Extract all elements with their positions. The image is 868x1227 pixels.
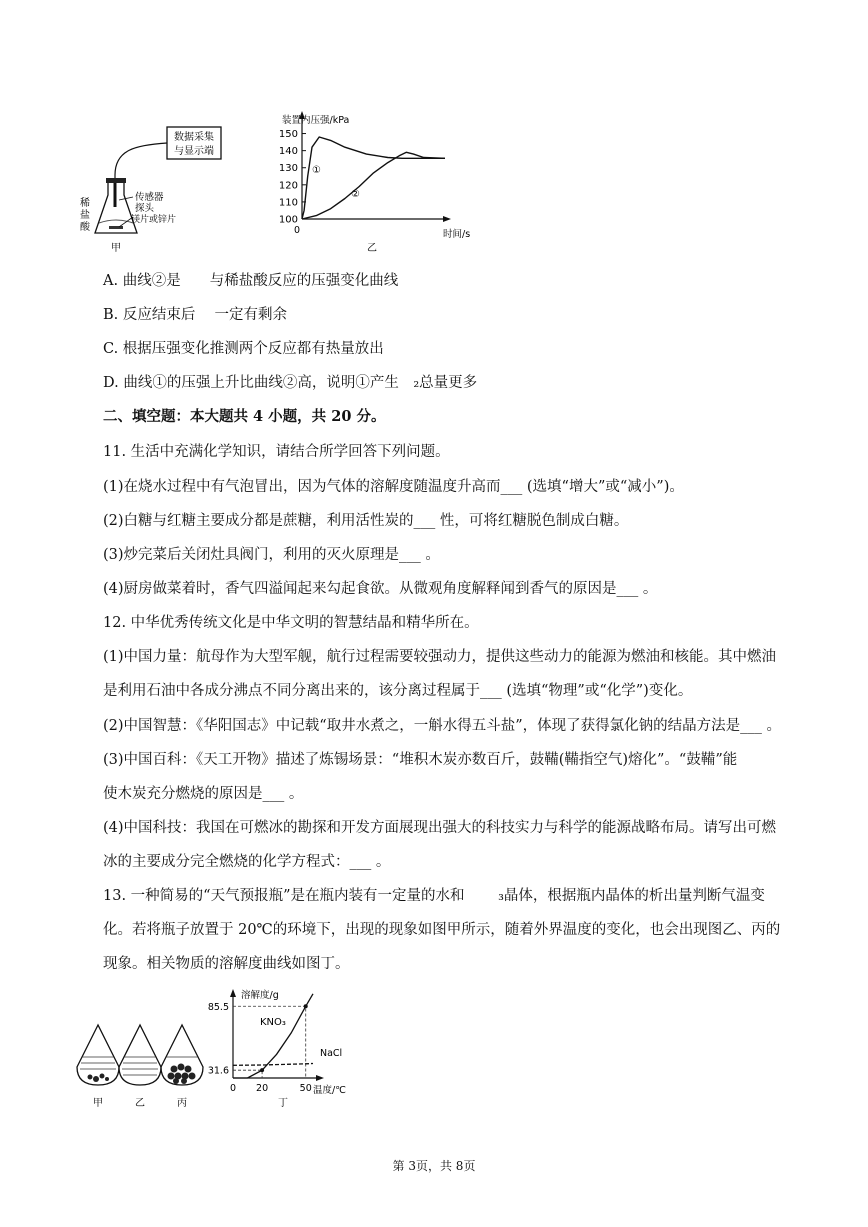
y-axis-label: 装置内压强/kPa xyxy=(282,115,350,126)
q13-stem-c: 现象。相关物质的溶解度曲线如图丁。 xyxy=(103,956,350,972)
sensor-label-2: 探头 xyxy=(135,203,155,214)
figure-bottom-svg xyxy=(70,985,370,1110)
chart-caption: 丁 xyxy=(278,1098,288,1109)
option-b: B. 反应结束后 一定有剩余 xyxy=(103,307,287,323)
figure-top xyxy=(75,105,495,265)
x-axis-label: 时间/s xyxy=(443,229,471,240)
sensor-label-1: 传感器 xyxy=(135,192,164,203)
y-axis-arrow xyxy=(230,989,236,997)
x-origin-label: 0 xyxy=(293,225,300,236)
q11-part2: (2)白糖与红糖主要成分都是蔗糖，利用活性炭的___ 性，可将红糖脱色制成白糖。 xyxy=(103,513,629,529)
flask-2 xyxy=(119,1025,161,1085)
flask-1-caption: 甲 xyxy=(93,1098,103,1109)
x-tick-label-50: 50 xyxy=(299,1083,312,1094)
y-tick-label-130: 130 xyxy=(278,163,298,175)
y-axis-label: 溶解度/g xyxy=(241,990,279,1001)
flask-3-caption: 丙 xyxy=(177,1098,187,1109)
series-1-label: ① xyxy=(312,165,321,176)
q13-stem-b: 化。若将瓶子放置于 20℃的环境下，出现的现象如图甲所示，随着外界温度的变化，也会出现图乙、丙的 xyxy=(103,922,781,938)
q11-stem: 11. 生活中充满化学知识，请结合所学回答下列问题。 xyxy=(103,444,450,460)
q12-part4a: (4)中国科技：我国在可燃冰的勘探和开发方面展现出强大的科技实力与科学的能源战略布局。请写出可燃 xyxy=(103,820,777,836)
pressure-chart xyxy=(279,111,470,254)
y-tick-label-85.5: 85.5 xyxy=(207,1001,229,1013)
flask-stopper xyxy=(106,178,126,183)
point-50c xyxy=(304,1004,308,1008)
q11-part4: (4)厨房做菜着时，香气四溢闻起来勾起食欲。从微观角度解释闻到香气的原因是___ 。 xyxy=(103,581,658,597)
option-d: D. 曲线①的压强上升比曲线②高，说明①产生 ₂总量更多 xyxy=(103,375,478,391)
q12-part1b: 是利用石油中各成分沸点不同分离出来的，该分离过程属于___ (选填“物理”或“化学”)变化。 xyxy=(103,683,693,699)
y-tick-label-120: 120 xyxy=(278,180,298,192)
point-20c xyxy=(260,1068,264,1072)
y-tick-label-31.6: 31.6 xyxy=(207,1065,229,1077)
flask-1 xyxy=(77,1025,119,1085)
series-line-nacl xyxy=(233,1064,313,1066)
q11-part3: (3)炒完菜后关闭灶具阀门，利用的灭火原理是___ 。 xyxy=(103,547,440,563)
solubility-chart xyxy=(208,989,346,1109)
tick-group xyxy=(208,1002,312,1094)
apparatus-diagram xyxy=(80,127,221,254)
box-label-1: 数据采集 xyxy=(174,132,214,143)
series-line-1 xyxy=(302,137,445,219)
flask-3 xyxy=(161,1025,203,1085)
y-tick-label-140: 140 xyxy=(278,146,298,158)
q12-part1a: (1)中国力量：航母作为大型军舰，航行过程需要较强动力，提供这些动力的能源为燃油和核能。其中燃油 xyxy=(103,649,777,665)
q12-stem: 12. 中华优秀传统文化是中华文明的智慧结晶和精华所在。 xyxy=(103,615,479,631)
piece-label: 镁片或锌片 xyxy=(131,215,177,225)
y-tick-label-150: 150 xyxy=(278,129,298,141)
x-tick-label-20: 20 xyxy=(256,1083,269,1094)
acid-label-1: 稀 xyxy=(80,198,90,209)
sensor-wire xyxy=(115,143,167,193)
flask-2-caption: 乙 xyxy=(135,1098,145,1109)
series-line-2 xyxy=(302,152,445,219)
x-axis-arrow xyxy=(316,1075,324,1081)
section-heading: 二、填空题：本大题共 4 小题，共 20 分。 xyxy=(103,408,386,425)
option-a: A. 曲线②是 与稀盐酸反应的压强变化曲线 xyxy=(103,273,399,289)
series-kno3-label: KNO₃ xyxy=(260,1017,286,1028)
acid-label-3: 酸 xyxy=(80,222,90,233)
guide-20c xyxy=(233,1070,262,1078)
x-tick-label-0: 0 xyxy=(229,1083,237,1094)
figure-bottom xyxy=(70,985,370,1110)
y-tick-label-100: 100 xyxy=(278,214,298,226)
metal-piece xyxy=(109,226,123,229)
y-tick-label-110: 110 xyxy=(278,197,298,209)
series-2-label: ② xyxy=(351,189,360,200)
apparatus-caption: 甲 xyxy=(111,243,121,254)
series-group xyxy=(302,137,445,219)
q12-part2: (2)中国智慧：《华阳国志》中记载“取井水煮之，一斛水得五斗盐”，体现了获得氯化钠的结晶方法是___ 。 xyxy=(103,718,781,734)
figure-top-svg xyxy=(75,105,495,265)
chart-caption: 乙 xyxy=(367,243,377,254)
q12-part3a: (3)中国百科：《天工开物》描述了炼锡场景：“堆积木炭亦数百斤，鼓鞴(鞴指空气)熔化”。“鼓鞴”能 xyxy=(103,752,738,768)
x-axis-arrow xyxy=(443,216,451,222)
x-axis-label: 温度/℃ xyxy=(313,1085,346,1096)
box-label-2: 与显示端 xyxy=(174,146,214,157)
q13-stem-a: 13. 一种简易的“天气预报瓶”是在瓶内装有一定量的水和 ₃晶体，根据瓶内晶体的析出量判断气温变 xyxy=(103,888,765,904)
acid-label-2: 盐 xyxy=(80,210,90,221)
q11-part1: (1)在烧水过程中有气泡冒出，因为气体的溶解度随温度升高而___ (选填“增大”或“减小”)。 xyxy=(103,479,684,495)
option-c: C. 根据压强变化推测两个反应都有热量放出 xyxy=(103,341,384,357)
page-footer: 第 3页，共 8页 xyxy=(392,1159,476,1173)
q12-part3b: 使木炭充分燃烧的原因是___ 。 xyxy=(103,786,304,802)
series-nacl-label: NaCl xyxy=(320,1048,343,1059)
q12-part4b: 冰的主要成分完全燃烧的化学方程式：___ 。 xyxy=(103,854,391,870)
